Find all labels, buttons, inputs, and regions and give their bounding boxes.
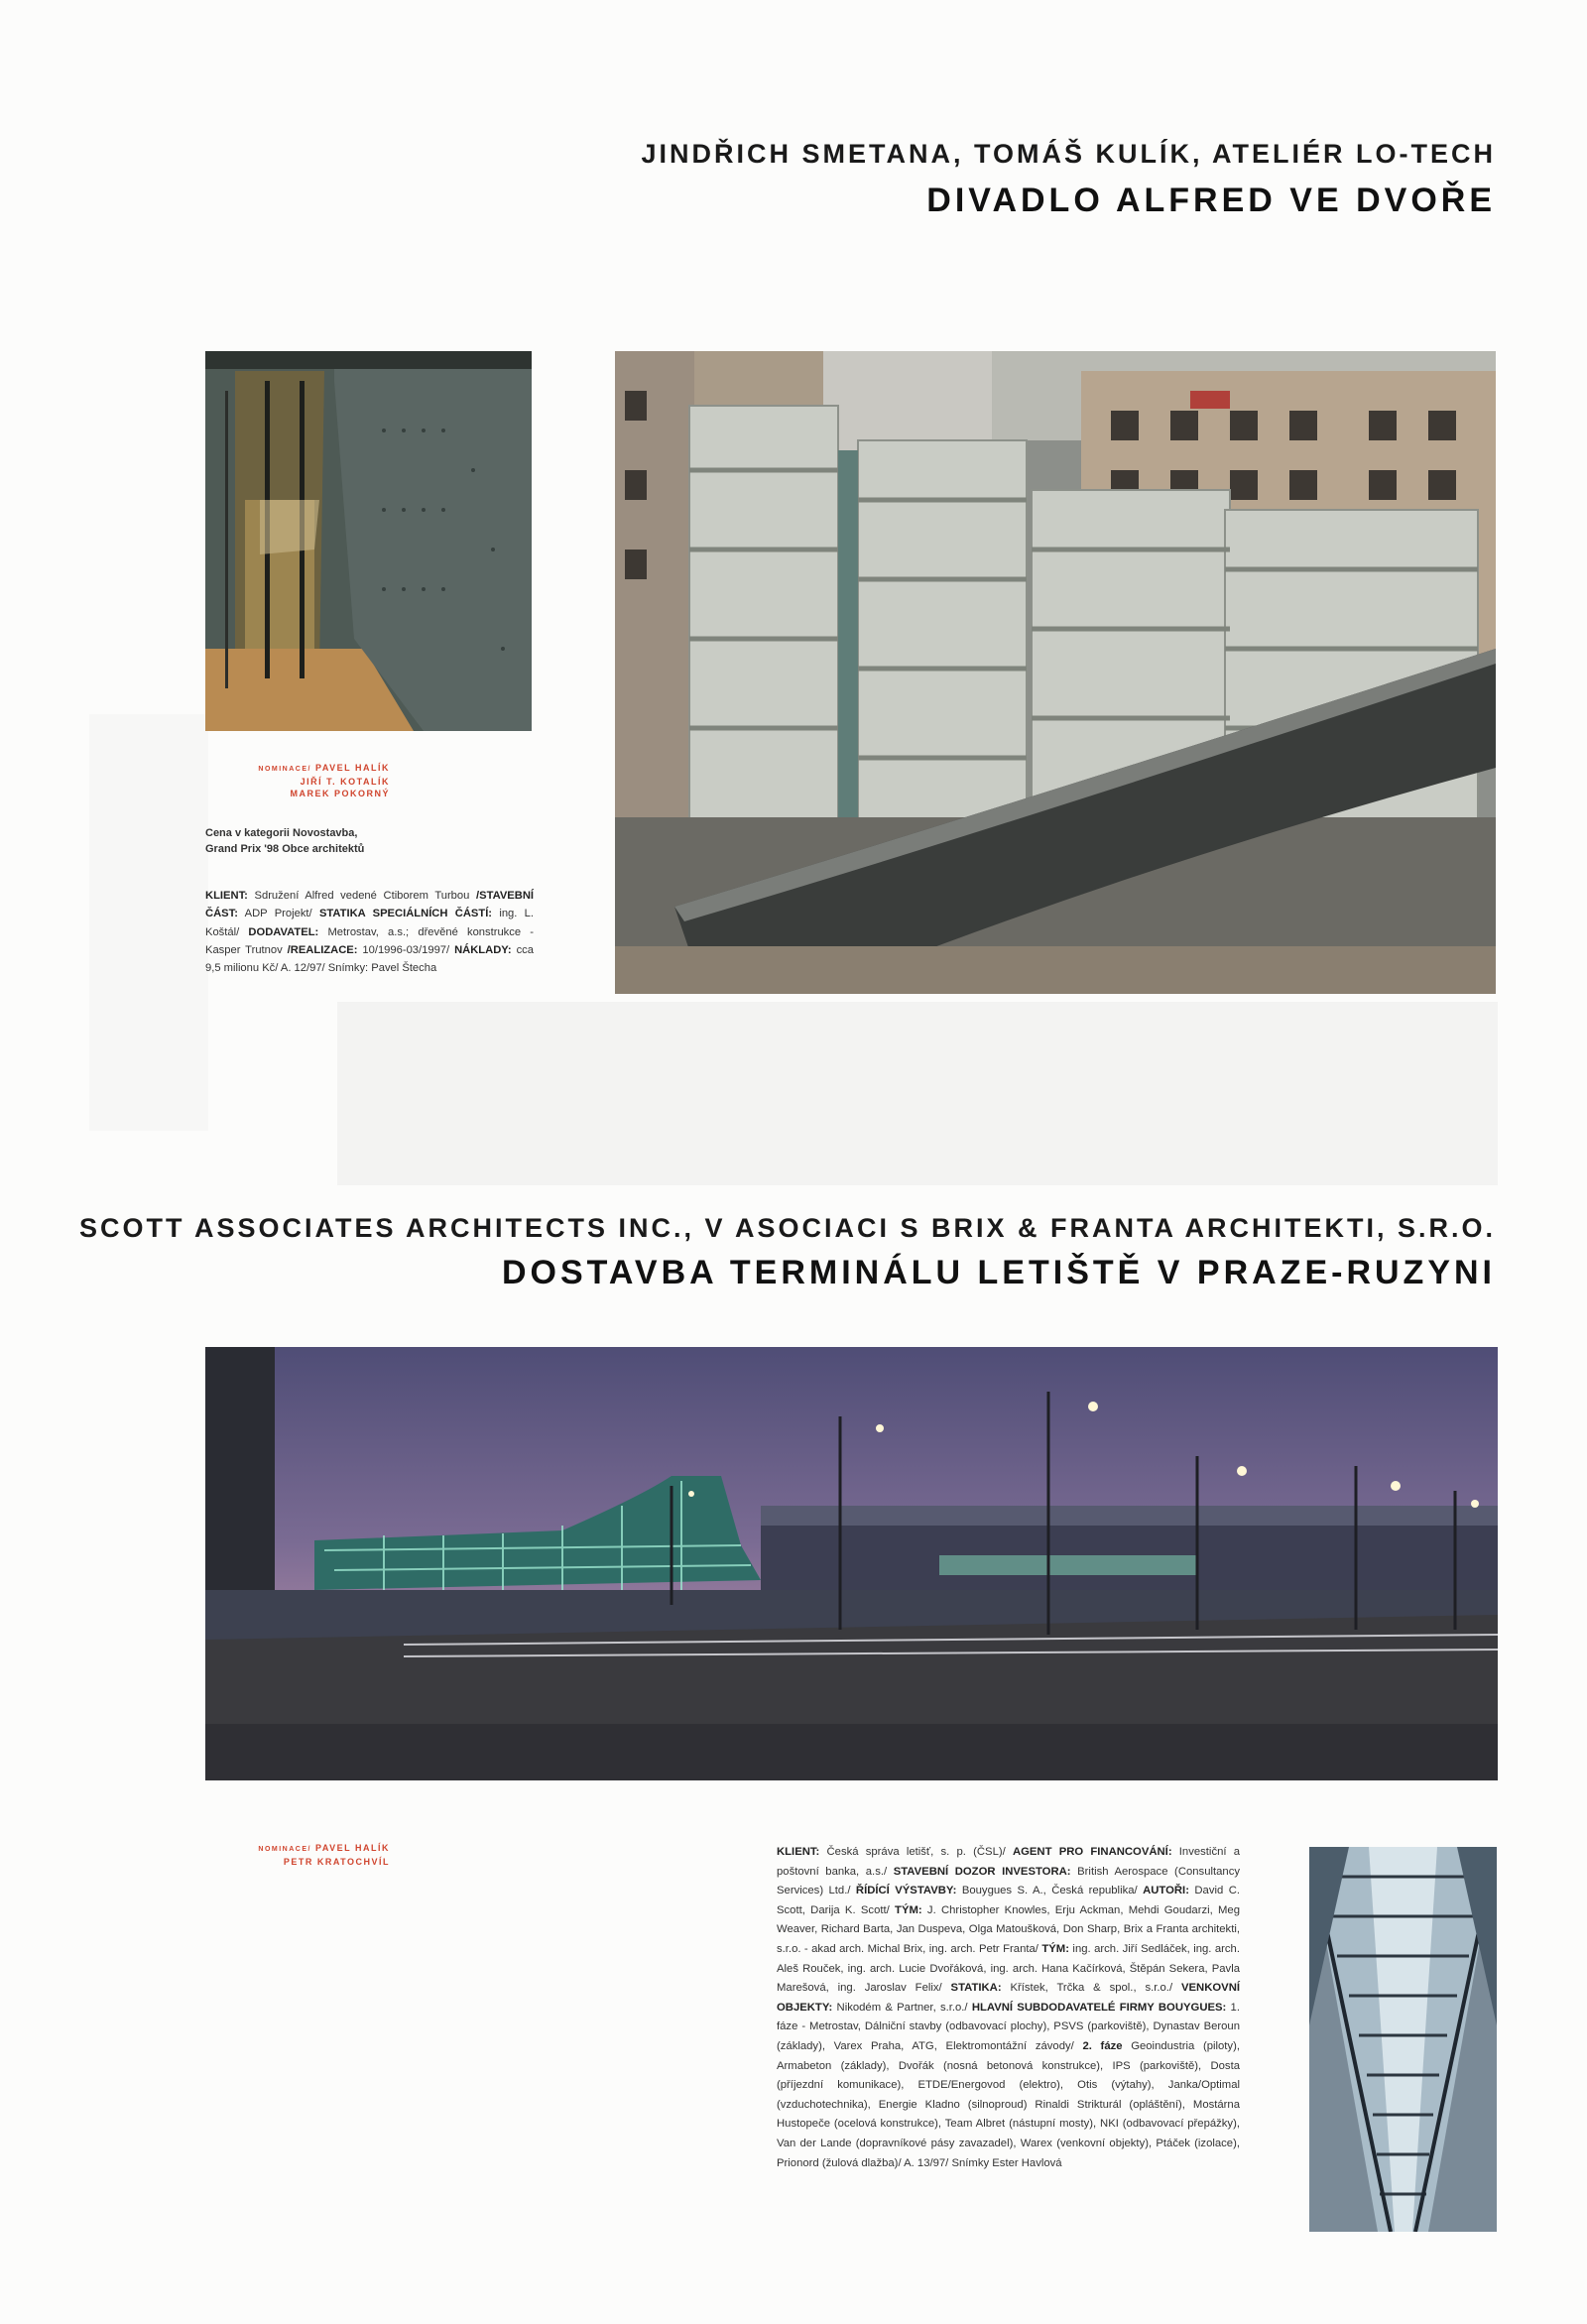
credit-value: British Aerospace (Consultancy Services) Ltd./ [777, 1865, 1240, 1897]
article1-title: DIVADLO ALFRED VE DVOŘE [926, 182, 1496, 219]
credit-value: ADP Projekt/ [237, 908, 319, 920]
credit-value: 1. fáze - Metrostav, Dálniční stavby (odbavovací plochy), PSVS (parkoviště), Dynastav Beroun (základy), Varex Praha, ATG, Elektromontážní závody/ [777, 2001, 1240, 2052]
credit-value: Investiční a poštovní banka, a.s./ [777, 1846, 1240, 1878]
credit-value: David C. Scott, Darija K. Scott/ [777, 1885, 1240, 1916]
terminal-interior-photo [1309, 1847, 1497, 2232]
prize-note [205, 825, 520, 857]
theatre-interior-photo [205, 351, 532, 731]
credit-value: J. Christopher Knowles, Erju Ackman, Mehdi Goudarzi, Meg Weaver, Richard Barta, Jan Duspeva, Olga Matoušková, Don Sharp, Brix a Franta architekti, s.r.o. - akad arch. Michal Brix, ing. arch. Petr Franta/ [777, 1903, 1241, 1955]
airport-terminal-photo [205, 1347, 1498, 1780]
credit-value: Geoindustria (piloty), Armabeton (základy), Dvořák (nosná betonová konstrukce), IPS (parkoviště), Dosta (příjezdní komunikace), ETDE/Energovod (elektro), Otis (výtahy), Janka/Optimal (vzduchotechnika), Energie Kladno (silnoproud) Rinaldi Strikturál (opláštění), Mostárna Hustopeče (ocelová konstrukce), Team Albret (nástupní mosty), NKI (odbavovací přepážky), Van der Lande (dopravníkové pásy zavazadel), Warex (venkovní objekty), Ptáček (izolace), Prionord (žulová dlažba)/ A. 13/97/ Snímky Ester Havlová [777, 2039, 1240, 2169]
credit-key: AUTOŘI: [1143, 1885, 1189, 1897]
bleed-through-area [337, 1002, 1498, 1185]
credit-value: Sdružení Alfred vedené Ctiborem Turbou [247, 890, 470, 902]
credit-key: NÁKLADY: [454, 943, 512, 956]
credit-key: DODAVATEL: [248, 925, 319, 938]
nominee-name: JIŘÍ T. KOTALÍK [300, 777, 390, 787]
credit-key: TÝM: [895, 1903, 922, 1916]
prize-line: Cena v kategorii Novostavba, [205, 827, 358, 839]
article1-nomination [149, 762, 390, 799]
prize-line: Grand Prix '98 Obce architektů [205, 843, 365, 855]
credit-key: /REALIZACE: [287, 943, 358, 956]
credit-key: STATIKA SPECIÁLNÍCH ČÁSTÍ: [318, 908, 493, 920]
credit-key: ŘÍDÍCÍ VÝSTAVBY: [855, 1885, 957, 1897]
credit-key: STATIKA: [950, 1982, 1002, 1995]
credit-key: HLAVNÍ SUBDODAVATELÉ FIRMY BOUYGUES: [971, 2001, 1227, 2014]
article1-credits [205, 887, 534, 977]
nominee-name: PAVEL HALÍK [314, 1843, 390, 1853]
credit-value: Nikodém & Partner, s.r.o./ [832, 2001, 972, 2014]
credit-value: Křístek, Trčka & spol., s.r.o./ [1001, 1982, 1181, 1995]
article2-credits [777, 1843, 1240, 2173]
credit-key: VENKOVNÍ OBJEKTY: [777, 1982, 1240, 2014]
nomination-label: NOMINACE/ [258, 766, 311, 773]
credit-key: TÝM: [1041, 1942, 1069, 1955]
credit-key: STAVEBNÍ DOZOR INVESTORA: [893, 1865, 1071, 1878]
theatre-exterior-photo [615, 351, 1496, 994]
credit-key: AGENT PRO FINANCOVÁNÍ: [1012, 1846, 1172, 1858]
article1-authors: JINDŘICH SMETANA, TOMÁŠ KULÍK, ATELIÉR LO-TECH [641, 139, 1496, 169]
nominee-name: MAREK POKORNÝ [290, 789, 390, 798]
credit-key: KLIENT: [777, 1846, 820, 1858]
credit-key: KLIENT: [205, 890, 248, 902]
credit-value: 10/1996-03/1997/ [357, 943, 455, 956]
article2-nomination [149, 1842, 390, 1868]
article2-authors: SCOTT ASSOCIATES ARCHITECTS INC., V ASOCIACI S BRIX & FRANTA ARCHITEKTI, S.R.O. [78, 1213, 1496, 1243]
nomination-label: NOMINACE/ [258, 1846, 311, 1853]
nominee-name: PAVEL HALÍK [314, 763, 390, 773]
credit-value: ing. L. Koštál/ [205, 908, 534, 938]
credit-value: Metrostav, a.s.; dřevěné konstrukce - Kasper Trutnov [205, 925, 535, 956]
article2-title: DOSTAVBA TERMINÁLU LETIŠTĚ V PRAZE-RUZYNI [501, 1254, 1496, 1291]
credit-value: ing. arch. Jiří Sedláček, ing. arch. Aleš Rouček, ing. arch. Lucie Dvořáková, ing. arch. Hana Kačírková, Štěpán Sekera, Pavla Marešová, ing. Jaroslav Felix/ [777, 1942, 1240, 1995]
credit-value: Bouygues S. A., Česká republika/ [956, 1885, 1144, 1897]
credit-value: cca 9,5 milionu Kč/ A. 12/97/ Snímky: Pavel Štecha [205, 943, 534, 975]
credit-value: Česká správa letišť, s. p. (ČSL)/ [819, 1846, 1013, 1858]
nominee-name: PETR KRATOCHVÍL [283, 1857, 390, 1867]
credit-key: 2. fáze [1082, 2039, 1123, 2052]
credit-key: /STAVEBNÍ ČÁST: [205, 890, 535, 920]
